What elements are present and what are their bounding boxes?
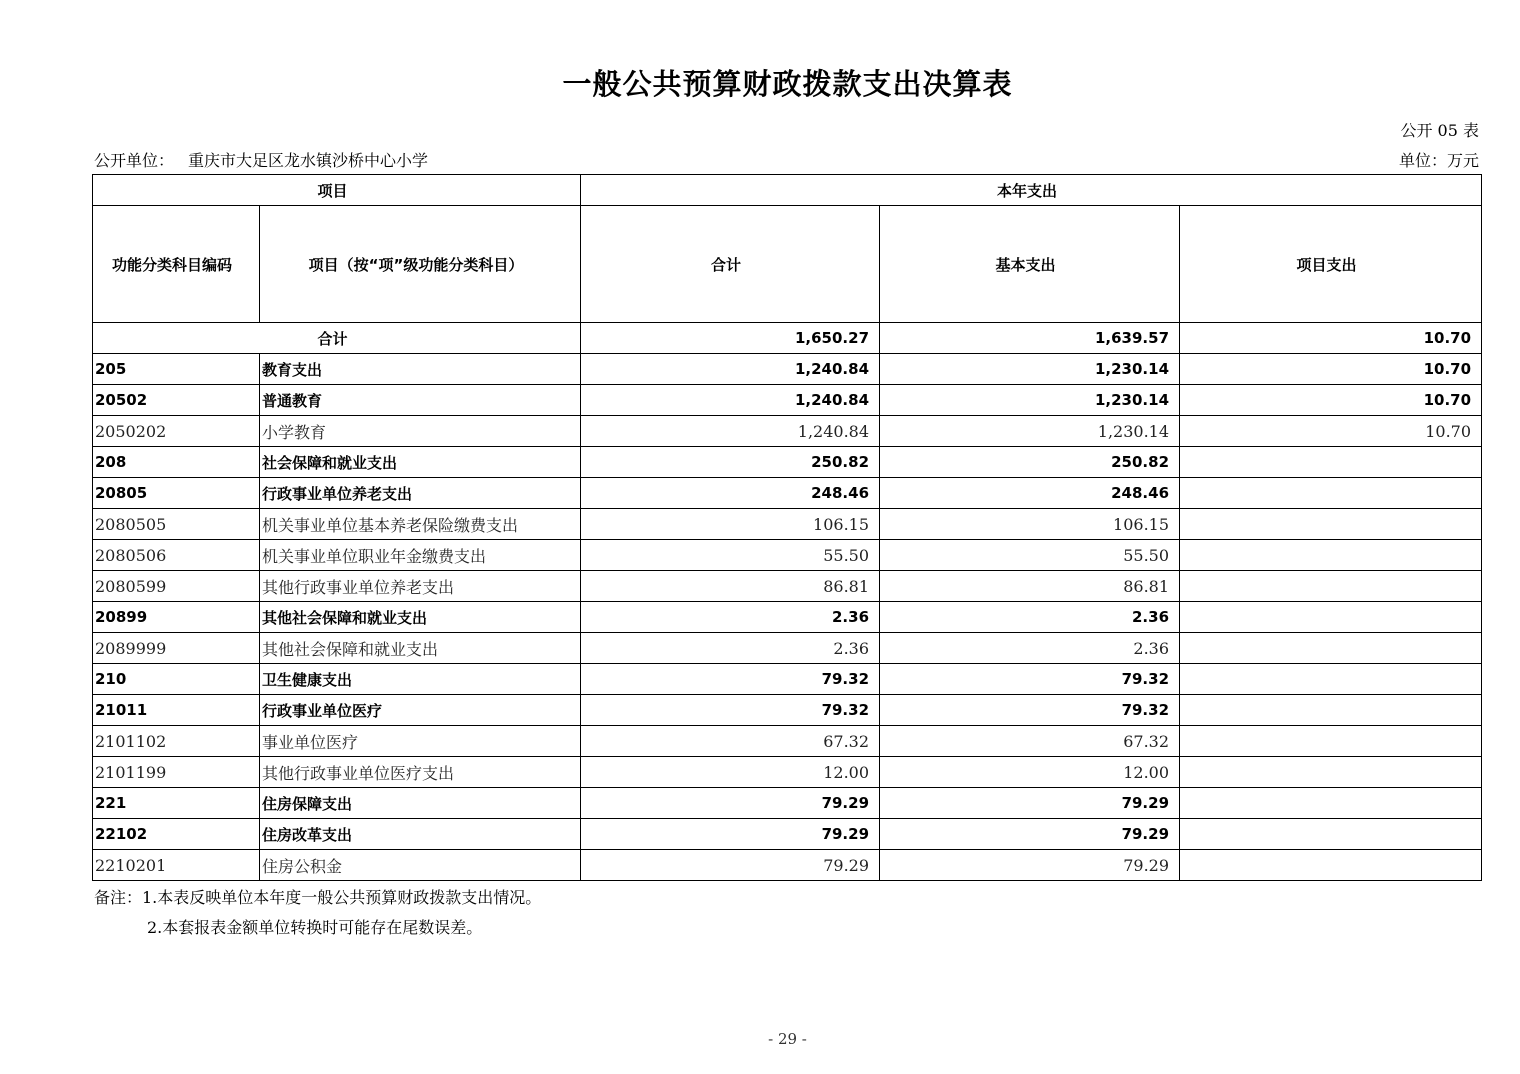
row-code: 22102: [93, 819, 260, 850]
row-name: 行政事业单位养老支出: [260, 478, 581, 509]
page-number: - 29 -: [768, 1030, 807, 1048]
row-total: 106.15: [581, 509, 880, 540]
row-basic: 12.00: [880, 757, 1180, 788]
row-name: 行政事业单位医疗: [260, 695, 581, 726]
row-code: 210: [93, 664, 260, 695]
row-total: 86.81: [581, 571, 880, 602]
header-item-name: 项目（按“项”级功能分类科目）: [260, 206, 581, 323]
row-name: 其他社会保障和就业支出: [260, 633, 581, 664]
table-row: [93, 571, 1482, 602]
row-basic: 79.32: [880, 695, 1180, 726]
row-project: 10.70: [1180, 354, 1482, 385]
header-code: 功能分类科目编码: [93, 206, 260, 323]
row-total: 79.32: [581, 695, 880, 726]
row-basic: 1,230.14: [880, 385, 1180, 416]
row-code: 2050202: [93, 416, 260, 447]
table-row: [93, 509, 1482, 540]
header-project: 项目: [93, 175, 581, 206]
row-project: [1180, 602, 1482, 633]
row-project: [1180, 447, 1482, 478]
table-body: [93, 175, 1482, 881]
row-basic: 79.29: [880, 850, 1180, 881]
row-total: 1,240.84: [581, 416, 880, 447]
table-row: [93, 757, 1482, 788]
row-code: 2080505: [93, 509, 260, 540]
row-code: 2101199: [93, 757, 260, 788]
row-name: 住房改革支出: [260, 819, 581, 850]
row-code: 2080599: [93, 571, 260, 602]
row-code: 20805: [93, 478, 260, 509]
row-name: 机关事业单位基本养老保险缴费支出: [260, 509, 581, 540]
row-code: 221: [93, 788, 260, 819]
row-code: 20899: [93, 602, 260, 633]
unit-label: 公开单位：: [94, 151, 175, 170]
row-basic: 248.46: [880, 478, 1180, 509]
row-code: 21011: [93, 695, 260, 726]
row-project: 10.70: [1180, 416, 1482, 447]
row-total: 2.36: [581, 602, 880, 633]
header-project-exp: 项目支出: [1180, 206, 1482, 323]
table-row: [93, 726, 1482, 757]
row-basic: 67.32: [880, 726, 1180, 757]
row-total: 79.32: [581, 664, 880, 695]
header-current-year: 本年支出: [581, 175, 1482, 206]
row-code: 20502: [93, 385, 260, 416]
header-total: 合计: [581, 206, 880, 323]
expenditure-table: [92, 174, 1482, 881]
table-row: [93, 695, 1482, 726]
page-title: 一般公共预算财政拨款支出决算表: [562, 67, 1013, 101]
total-sum: 1,650.27: [581, 323, 880, 354]
row-total: 55.50: [581, 540, 880, 571]
row-name: 其他行政事业单位医疗支出: [260, 757, 581, 788]
row-name: 卫生健康支出: [260, 664, 581, 695]
row-basic: 106.15: [880, 509, 1180, 540]
row-total: 79.29: [581, 788, 880, 819]
row-basic: 2.36: [880, 633, 1180, 664]
row-name: 住房公积金: [260, 850, 581, 881]
table-row: [93, 416, 1482, 447]
row-project: [1180, 571, 1482, 602]
row-total: 250.82: [581, 447, 880, 478]
table-row: [93, 788, 1482, 819]
row-basic: 79.29: [880, 819, 1180, 850]
row-name: 普通教育: [260, 385, 581, 416]
table-row: [93, 850, 1482, 881]
table-row: [93, 540, 1482, 571]
unit-name: 重庆市大足区龙水镇沙桥中心小学: [188, 151, 429, 170]
row-total: 12.00: [581, 757, 880, 788]
row-project: [1180, 726, 1482, 757]
table-row: [93, 447, 1482, 478]
row-basic: 250.82: [880, 447, 1180, 478]
row-code: 205: [93, 354, 260, 385]
row-name: 事业单位医疗: [260, 726, 581, 757]
total-label: 合计: [93, 323, 581, 354]
row-project: [1180, 788, 1482, 819]
row-basic: 79.29: [880, 788, 1180, 819]
row-code: 2080506: [93, 540, 260, 571]
row-project: [1180, 819, 1482, 850]
row-basic: 55.50: [880, 540, 1180, 571]
table-row: [93, 664, 1482, 695]
row-basic: 79.32: [880, 664, 1180, 695]
row-name: 教育支出: [260, 354, 581, 385]
row-name: 其他社会保障和就业支出: [260, 602, 581, 633]
reporting-unit: [94, 148, 428, 171]
total-basic: 1,639.57: [880, 323, 1180, 354]
table-row: [93, 385, 1482, 416]
row-code: 2089999: [93, 633, 260, 664]
currency-unit: 单位：万元: [1398, 151, 1479, 170]
note-1: 备注：1.本表反映单位本年度一般公共预算财政拨款支出情况。: [94, 888, 542, 907]
row-project: [1180, 478, 1482, 509]
table-row: [93, 633, 1482, 664]
row-project: [1180, 757, 1482, 788]
row-total: 2.36: [581, 633, 880, 664]
row-name: 其他行政事业单位养老支出: [260, 571, 581, 602]
row-name: 社会保障和就业支出: [260, 447, 581, 478]
row-total: 1,240.84: [581, 354, 880, 385]
row-total: 248.46: [581, 478, 880, 509]
row-name: 机关事业单位职业年金缴费支出: [260, 540, 581, 571]
row-project: [1180, 664, 1482, 695]
row-project: [1180, 633, 1482, 664]
row-basic: 1,230.14: [880, 416, 1180, 447]
table-row: [93, 354, 1482, 385]
row-basic: 86.81: [880, 571, 1180, 602]
row-name: 小学教育: [260, 416, 581, 447]
header-basic: 基本支出: [880, 206, 1180, 323]
total-project: 10.70: [1180, 323, 1482, 354]
row-project: [1180, 695, 1482, 726]
total-row: [93, 323, 1482, 354]
row-basic: 2.36: [880, 602, 1180, 633]
row-total: 79.29: [581, 850, 880, 881]
row-project: 10.70: [1180, 385, 1482, 416]
note-2: 2.本套报表金额单位转换时可能存在尾数误差。: [147, 918, 483, 937]
row-project: [1180, 509, 1482, 540]
row-name: 住房保障支出: [260, 788, 581, 819]
row-total: 1,240.84: [581, 385, 880, 416]
row-code: 208: [93, 447, 260, 478]
table-row: [93, 478, 1482, 509]
row-code: 2210201: [93, 850, 260, 881]
table-row: [93, 602, 1482, 633]
row-project: [1180, 850, 1482, 881]
row-total: 79.29: [581, 819, 880, 850]
header-row-sub: [93, 206, 1482, 323]
header-row-top: [93, 175, 1482, 206]
row-basic: 1,230.14: [880, 354, 1180, 385]
notes: [94, 883, 541, 943]
form-number: 公开 05 表: [1400, 121, 1479, 140]
table-row: [93, 819, 1482, 850]
row-code: 2101102: [93, 726, 260, 757]
row-total: 67.32: [581, 726, 880, 757]
row-project: [1180, 540, 1482, 571]
